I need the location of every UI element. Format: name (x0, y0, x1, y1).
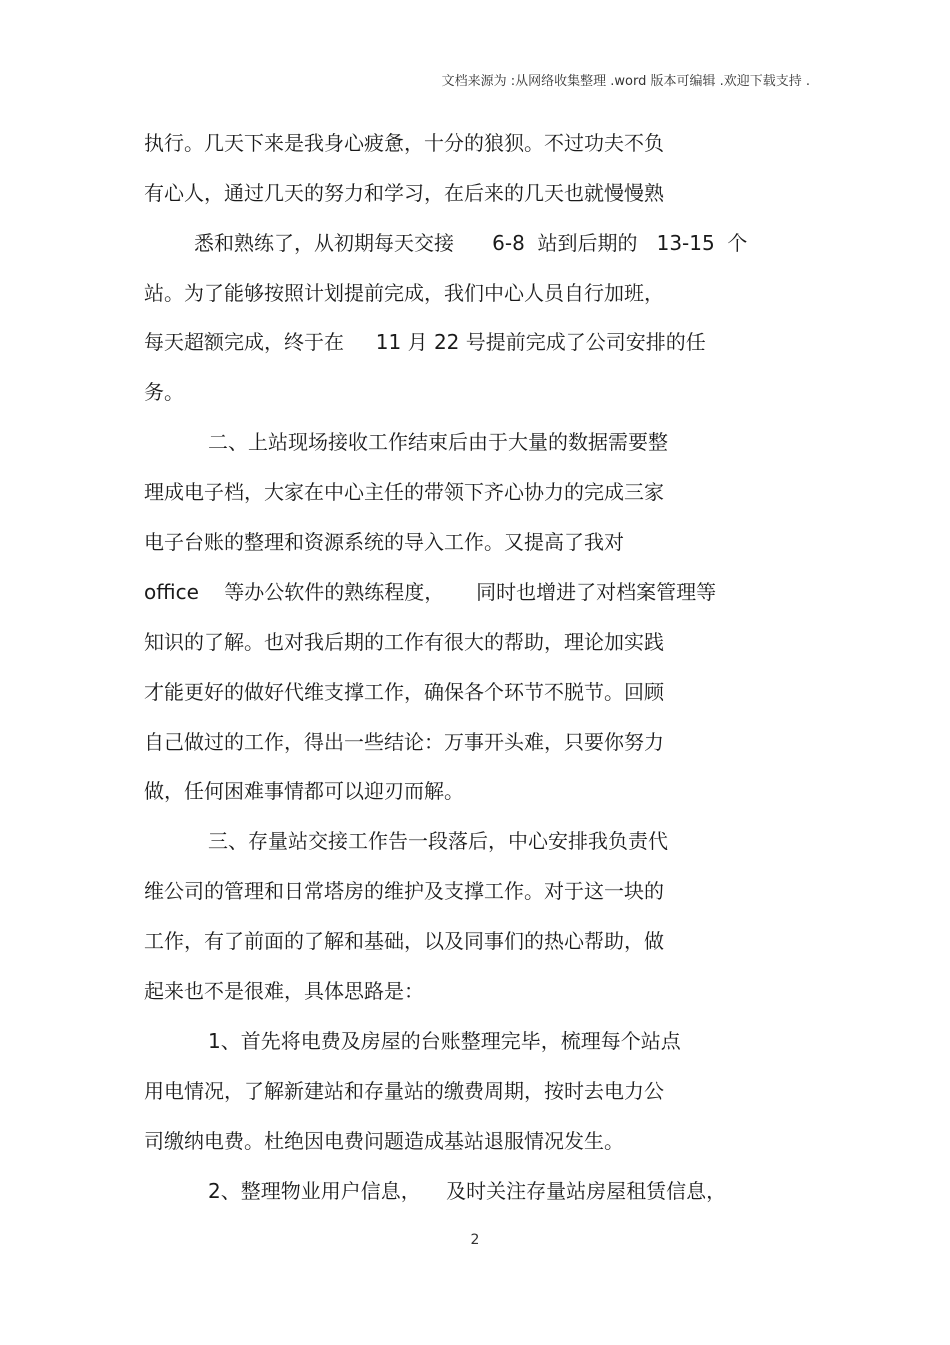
body-line-18: 起来也不是很难，具体思路是： (144, 979, 424, 1003)
body-line-12: 才能更好的做好代维支撑工作，确保各个环节不脱节。回顾 (144, 680, 664, 704)
body-line-7: 二、上站现场接收工作结束后由于大量的数据需要整 (208, 430, 668, 454)
body-line-14: 做，任何困难事情都可以迎刃而解。 (144, 779, 464, 803)
body-line-2: 有心人，通过几天的努力和学习，在后来的几天也就慢慢熟 (144, 181, 664, 205)
body-line-20: 用电情况，了解新建站和存量站的缴费周期，按时去电力公 (144, 1079, 664, 1103)
body-line-22: 2、整理物业用户信息， 及时关注存量站房屋租赁信息， (208, 1179, 727, 1203)
body-line-6: 务。 (144, 380, 184, 404)
body-line-21: 司缴纳电费。杜绝因电费问题造成基站退服情况发生。 (144, 1129, 624, 1153)
body-line-4: 站。为了能够按照计划提前完成，我们中心人员自行加班， (144, 281, 664, 305)
body-line-9: 电子台账的整理和资源系统的导入工作。又提高了我对 (144, 530, 624, 554)
header-source-note: 文档来源为 :从网络收集整理 .word 版本可编辑 .欢迎下载支持 . (441, 74, 810, 89)
body-line-11: 知识的了解。也对我后期的工作有很大的帮助，理论加实践 (144, 630, 664, 654)
body-line-1: 执行。几天下来是我身心疲惫，十分的狼狈。不过功夫不负 (144, 131, 664, 155)
body-line-19: 1、首先将电费及房屋的台账整理完毕，梳理每个站点 (208, 1029, 681, 1053)
body-line-15: 三、存量站交接工作告一段落后，中心安排我负责代 (208, 829, 668, 853)
body-line-3: 悉和熟练了，从初期每天交接 6-8 站到后期的 13-15 个 (194, 231, 748, 255)
body-line-10: office 等办公软件的熟练程度， 同时也增进了对档案管理等 (144, 580, 717, 604)
body-line-8: 理成电子档，大家在中心主任的带领下齐心协力的完成三家 (144, 480, 664, 504)
body-line-17: 工作，有了前面的了解和基础，以及同事们的热心帮助，做 (144, 929, 664, 953)
body-line-13: 自己做过的工作，得出一些结论：万事开头难，只要你努力 (144, 730, 664, 754)
body-line-16: 维公司的管理和日常塔房的维护及支撑工作。对于这一块的 (144, 879, 664, 903)
body-line-5: 每天超额完成，终于在 11 月 22 号提前完成了公司安排的任 (144, 330, 706, 354)
page-number: 2 (470, 1232, 480, 1248)
